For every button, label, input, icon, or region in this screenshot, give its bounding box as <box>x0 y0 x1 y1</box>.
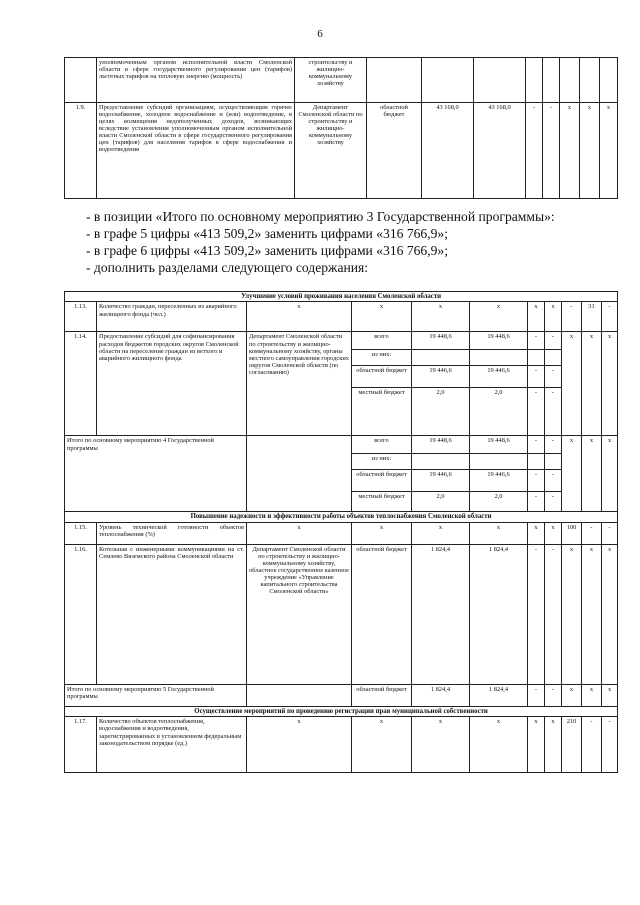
cell-indicator3: - <box>602 302 618 332</box>
cell-indicator2: х <box>582 436 602 512</box>
cell-indicator3: х <box>602 684 618 706</box>
top-table <box>64 57 618 199</box>
cell-executor: Департамент Смоленской области по строительству и жилищно-коммунальному хозяйству, органы местного самоуправления городских округов Смоленской области (по согласованию) <box>247 332 352 436</box>
cell-total: 1 824,4 <box>412 684 470 706</box>
table-row <box>65 332 618 350</box>
cell-source: местный бюджет <box>352 388 412 436</box>
cell-indicator2: - <box>582 717 602 773</box>
cell-year1: 2,0 <box>470 492 528 512</box>
table-row <box>65 58 618 103</box>
cell-year1: 19 448,6 <box>470 436 528 454</box>
cell-year1: 43 168,0 <box>474 103 526 199</box>
cell-executor: Департамент Смоленской области по строительству и жилищно-коммунальному хозяйству <box>295 103 367 199</box>
cell-source: х <box>352 717 412 773</box>
table-row <box>65 684 618 706</box>
page-number: 6 <box>317 28 323 40</box>
instruction-line-2: - в графе 5 цифры «413 509,2» заменить цифрами «316 766,9»; <box>86 226 448 241</box>
cell-total: х <box>412 302 470 332</box>
cell-total: 19 446,6 <box>412 366 470 388</box>
cell-year2: - <box>528 388 545 436</box>
cell-total: 19 448,6 <box>412 436 470 454</box>
cell-year1: 19 446,6 <box>470 470 528 492</box>
cell-source: областной бюджет <box>352 544 412 684</box>
table-row <box>65 436 618 454</box>
cell-total: 43 168,0 <box>422 103 474 199</box>
cell-description: Количество объектов теплоснабжения, водоснабжения и водоотведения, зарегистрированных в установленном федеральным законодательством порядке (ед.) <box>97 717 247 773</box>
cell-source: областной бюджет <box>352 470 412 492</box>
cell-year2: - <box>528 470 545 492</box>
instruction-line-1: - в позиции «Итого по основному мероприятию 3 Государственной программы»: <box>86 209 555 224</box>
instruction-line-3: - в графе 6 цифры «413 509,2» заменить цифрами «316 766,9»; <box>86 243 448 258</box>
table-row <box>65 522 618 544</box>
cell-year1: х <box>470 717 528 773</box>
cell-year3: - <box>545 436 562 454</box>
cell-total-label: Итого по основному мероприятию 5 Государственной программы <box>65 684 247 706</box>
cell-num: 1.13. <box>65 302 97 332</box>
cell-num: 1.14. <box>65 332 97 436</box>
cell-indicator1: х <box>562 684 582 706</box>
cell-year1: 19 448,6 <box>470 332 528 350</box>
section-header <box>65 706 618 716</box>
cell-indicator3: х <box>602 436 618 512</box>
cell-indicator2: 31 <box>582 302 602 332</box>
section-title: Улучшение условий проживания населения Смоленской области <box>65 292 618 302</box>
instruction-line-4: - дополнить разделами следующего содержания: <box>86 260 369 275</box>
cell-indicator1: х <box>560 103 580 199</box>
cell-total: х <box>412 717 470 773</box>
cell-indicator2: - <box>582 522 602 544</box>
cell-executor: Департамент Смоленской области по строительству и жилищно-коммунальному хозяйству, областное государственное казенное учреждение «Управление капитального строительства Смоленской области» <box>247 544 352 684</box>
table-row <box>65 717 618 773</box>
cell-source: местный бюджет <box>352 492 412 512</box>
cell-description: уполномоченным органом исполнительной власти Смоленской области в сфере государственного регулирования цен (тарифов) льготных тарифов на тепловую энергию (мощность) <box>97 58 295 103</box>
cell-year2: - <box>528 684 545 706</box>
cell-indicator2: х <box>582 544 602 684</box>
cell-indicator2: х <box>582 684 602 706</box>
cell-year3: х <box>545 302 562 332</box>
cell-num: 1.15. <box>65 522 97 544</box>
cell-total: 19 446,6 <box>412 470 470 492</box>
cell-source: х <box>352 302 412 332</box>
cell-year3: - <box>545 684 562 706</box>
cell-indicator2: х <box>582 332 602 436</box>
cell-year3: - <box>545 366 562 388</box>
cell-year2: - <box>528 544 545 684</box>
cell-source: всего <box>352 332 412 350</box>
table-row <box>65 103 618 199</box>
cell-total: 2,0 <box>412 388 470 436</box>
section-title: Осуществление мероприятий по проведению регистрации прав муниципальной собственности <box>65 706 618 716</box>
cell-year1: х <box>470 522 528 544</box>
cell-indicator3: - <box>602 717 618 773</box>
cell-description: Количество граждан, переселенных из аварийного жилищного фонда (чел.) <box>97 302 247 332</box>
cell-source: областной бюджет <box>352 684 412 706</box>
cell-year2: - <box>528 366 545 388</box>
cell-year1: 19 446,6 <box>470 366 528 388</box>
cell-source: всего <box>352 436 412 454</box>
cell-year1: х <box>470 302 528 332</box>
table-row <box>65 544 618 684</box>
cell-year2: - <box>528 436 545 454</box>
cell-year3: - <box>545 470 562 492</box>
cell-year1: 2,0 <box>470 388 528 436</box>
cell-indicator3: х <box>602 332 618 436</box>
cell-year2: х <box>528 522 545 544</box>
cell-year3: - <box>545 544 562 684</box>
cell-total-label: Итого по основному мероприятию 4 Государственной программы <box>65 436 247 512</box>
cell-year2: - <box>526 103 543 199</box>
cell-num: 1.17. <box>65 717 97 773</box>
cell-description: Предоставление субсидий для софинансирования расходов бюджетов городских округов Смоленской области на переселение граждан из ветхого и аварийного жилищного фонда <box>97 332 247 436</box>
instruction-text <box>64 208 617 276</box>
cell-description: Уровень технической готовности объектов теплоснабжения (%) <box>97 522 247 544</box>
cell-indicator1: - <box>562 302 582 332</box>
cell-year1: 1 824,4 <box>470 544 528 684</box>
cell-year1: 1 824,4 <box>470 684 528 706</box>
cell-total: 19 448,6 <box>412 332 470 350</box>
cell-indicator1: 210 <box>562 717 582 773</box>
cell-year3: - <box>545 332 562 350</box>
cell-indicator1: х <box>562 332 582 436</box>
cell-indicator1: х <box>562 436 582 512</box>
cell-total: 2,0 <box>412 492 470 512</box>
cell-executor: х <box>247 717 352 773</box>
cell-source: областной бюджет <box>367 103 422 199</box>
cell-year3: - <box>545 492 562 512</box>
cell-year2: - <box>528 332 545 350</box>
cell-indicator3: х <box>602 544 618 684</box>
cell-total: 1 824,4 <box>412 544 470 684</box>
cell-source: х <box>352 522 412 544</box>
cell-year2: х <box>528 717 545 773</box>
cell-indicator1: 100 <box>562 522 582 544</box>
cell-indicator2: х <box>580 103 600 199</box>
cell-year3: - <box>545 388 562 436</box>
cell-source: из них: <box>352 350 412 366</box>
cell-description: Котельная с инженерными коммуникациями на ст. Семлево Вяземского района Смоленской области <box>97 544 247 684</box>
cell-executor: х <box>247 522 352 544</box>
cell-num: 1.16. <box>65 544 97 684</box>
cell-total: х <box>412 522 470 544</box>
cell-description: Предоставление субсидий организациям, осуществляющим горячее водоснабжение, холодное водоснабжение и (или) водоотведение, в целях возмещения недополученных доходов, возникающих вследствие установления уполномоченным органом исполнительной власти Смоленской области в сфере государственного регулирования цен (тарифов) для населения тарифов в сфере водоснабжения и водоотведения <box>97 103 295 199</box>
cell-year2: - <box>528 492 545 512</box>
cell-source: из них: <box>352 454 412 470</box>
cell-indicator3: - <box>602 522 618 544</box>
section-header <box>65 512 618 522</box>
main-table <box>64 291 618 773</box>
table-row <box>65 302 618 332</box>
cell-num: 1.9. <box>65 103 97 199</box>
cell-indicator1: х <box>562 544 582 684</box>
section-header <box>65 292 618 302</box>
cell-indicator3: х <box>600 103 618 199</box>
cell-executor: х <box>247 302 352 332</box>
section-title: Повышение надежности и эффективности работы объектов теплоснабжения Смоленской области <box>65 512 618 522</box>
cell-year2: х <box>528 302 545 332</box>
cell-year3: х <box>545 522 562 544</box>
cell-year3: - <box>543 103 560 199</box>
cell-year3: х <box>545 717 562 773</box>
cell-source: областной бюджет <box>352 366 412 388</box>
cell-executor: строительству и жилищно-коммунальному хозяйству <box>295 58 367 103</box>
